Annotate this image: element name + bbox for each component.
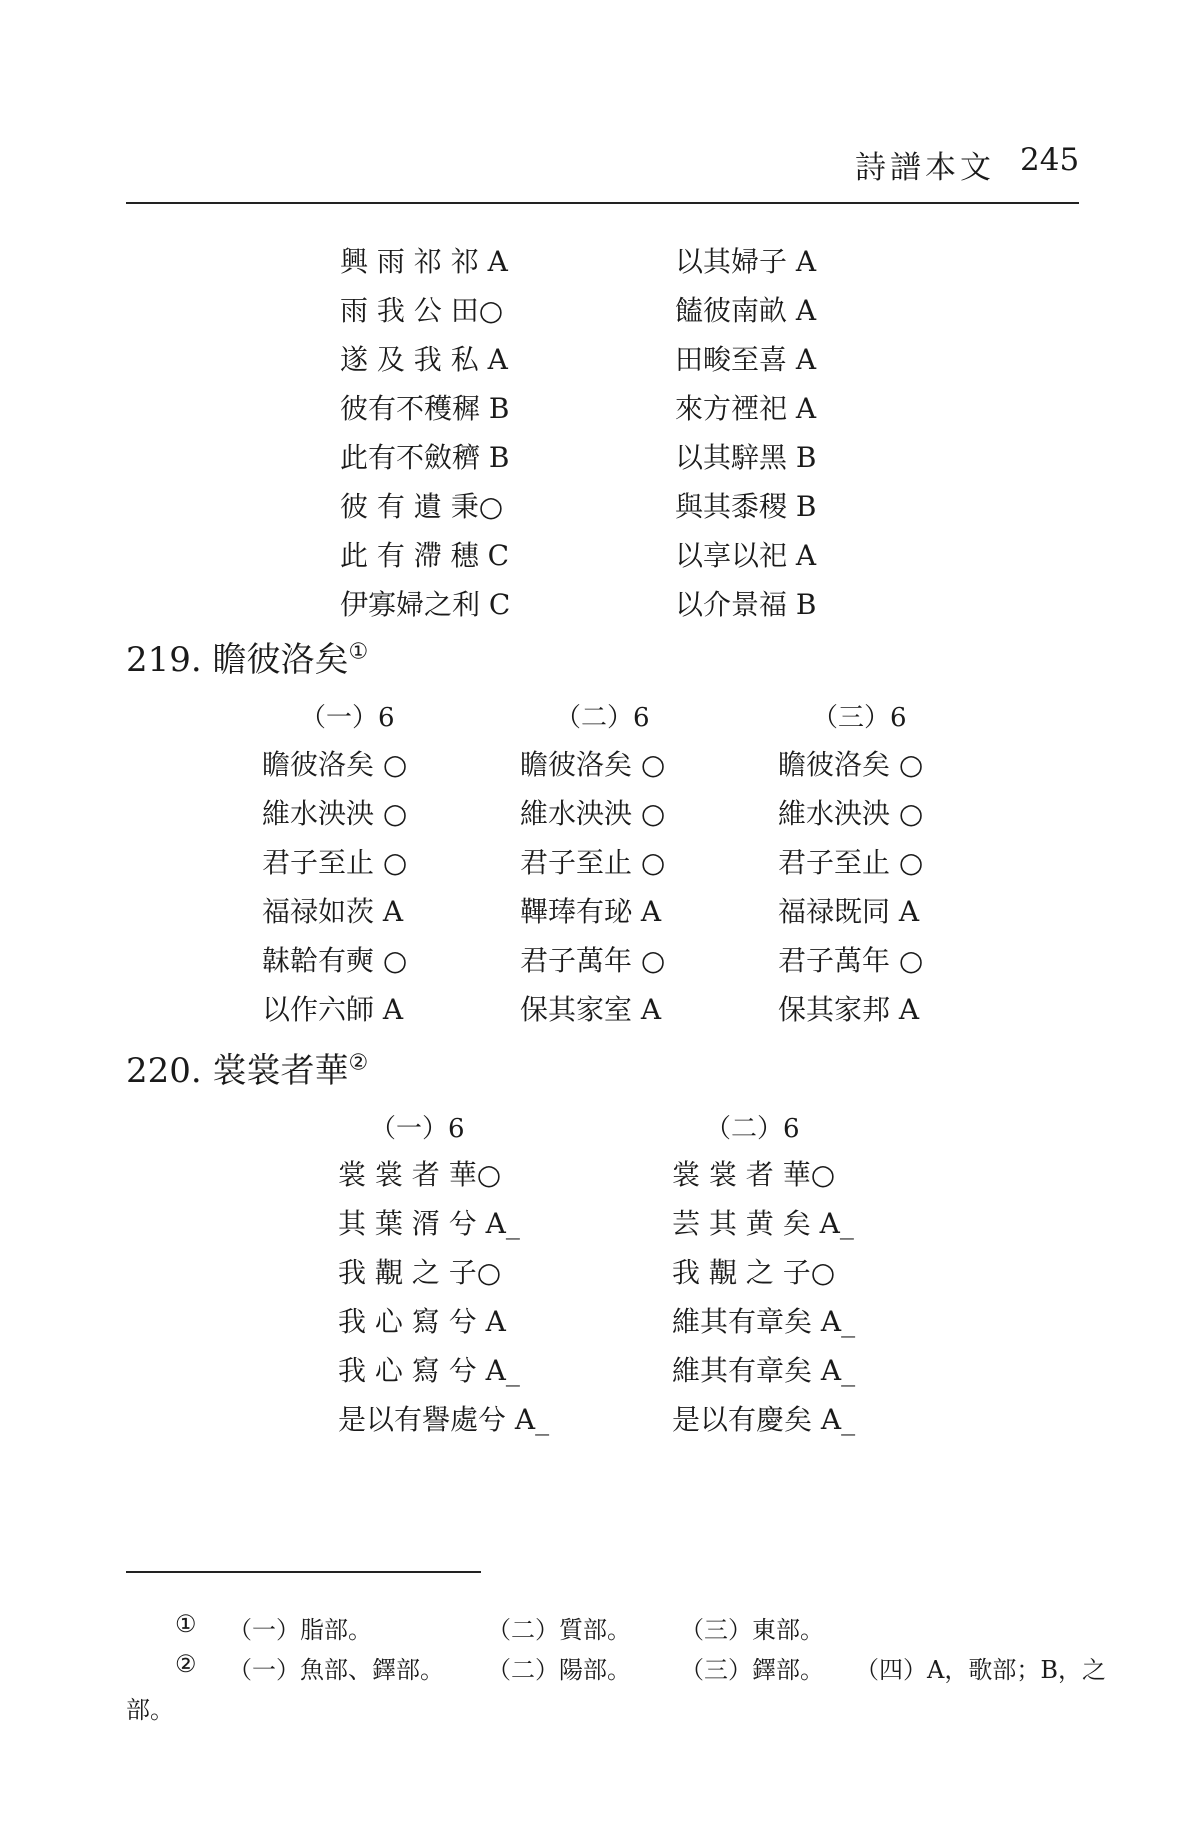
footnote-rule bbox=[126, 1571, 481, 1573]
verse-line: 雨 我 公 田○ bbox=[340, 294, 504, 327]
verse-line: 其 葉 湑 兮 A_ bbox=[338, 1207, 520, 1240]
verse-line: 是以有譽處兮 A_ bbox=[338, 1403, 550, 1436]
footnote-ref: ① bbox=[348, 639, 369, 665]
footnote-2-part-a: （一）魚部、鐸部。 bbox=[228, 1656, 444, 1684]
verse-line: 伊寡婦之利 C bbox=[340, 588, 511, 621]
verse-line: 福禄如茨 A bbox=[262, 895, 404, 928]
stanza-head: （二）6 bbox=[705, 1114, 800, 1144]
verse-line: 以其婦子 A bbox=[675, 245, 817, 278]
verse-line: 瞻彼洛矣 ○ bbox=[262, 748, 408, 781]
section-title: 219. 瞻彼洛矣 bbox=[126, 640, 349, 680]
sec219-column-1 bbox=[300, 697, 395, 734]
running-title: 詩譜本文 bbox=[855, 150, 995, 186]
footnote-1-part-c: （三）東部。 bbox=[680, 1616, 824, 1644]
sec219-lines-3 bbox=[778, 740, 923, 1034]
verse-line: 維其有章矣 A_ bbox=[672, 1354, 856, 1387]
stanza-head: （二）6 bbox=[555, 703, 650, 733]
header-rule bbox=[126, 202, 1079, 204]
top-left-column bbox=[340, 237, 510, 629]
stanza-head: （三）6 bbox=[812, 703, 907, 733]
page-number: 245 bbox=[1020, 142, 1080, 178]
sec220-column-1 bbox=[370, 1108, 465, 1145]
verse-line: 我 覯 之 子○ bbox=[338, 1256, 502, 1289]
footnote-ref: ② bbox=[348, 1050, 369, 1076]
sec219-lines-2 bbox=[520, 740, 665, 1034]
sec219-column-2 bbox=[555, 697, 650, 734]
verse-line: 芸 其 黄 矣 A_ bbox=[672, 1207, 854, 1240]
stanza-head: （一）6 bbox=[300, 703, 395, 733]
section-220-heading bbox=[126, 1043, 368, 1092]
verse-line: 君子至止 ○ bbox=[520, 846, 666, 879]
verse-line: 與其黍稷 B bbox=[675, 490, 817, 523]
verse-line: 田畯至喜 A bbox=[675, 343, 817, 376]
verse-line: 興 雨 祁 祁 A bbox=[340, 245, 508, 278]
footnote-1-part-b: （二）質部。 bbox=[487, 1616, 631, 1644]
section-219-heading bbox=[126, 632, 368, 681]
verse-line: 韎韐有奭 ○ bbox=[262, 944, 408, 977]
verse-line: 彼 有 遺 秉○ bbox=[340, 490, 504, 523]
footnote-1-part-a: （一）脂部。 bbox=[228, 1616, 372, 1644]
verse-line: 維水泱泱 ○ bbox=[778, 797, 924, 830]
verse-line: 彼有不穫穉 B bbox=[340, 392, 510, 425]
verse-line: 以享以祀 A bbox=[675, 539, 817, 572]
sec219-lines-1 bbox=[262, 740, 407, 1034]
top-right-column bbox=[675, 237, 816, 629]
footnote-2-part-d: （四）A，歌部；B，之 bbox=[855, 1656, 1106, 1684]
verse-line: 以其騂黑 B bbox=[675, 441, 817, 474]
sec219-column-3 bbox=[812, 697, 907, 734]
verse-line: 遂 及 我 私 A bbox=[340, 343, 508, 376]
verse-line: 維水泱泱 ○ bbox=[262, 797, 408, 830]
verse-line: 保其家室 A bbox=[520, 993, 662, 1026]
verse-line: 瞻彼洛矣 ○ bbox=[520, 748, 666, 781]
verse-line: 我 心 寫 兮 A bbox=[338, 1305, 506, 1338]
verse-line: 瞻彼洛矣 ○ bbox=[778, 748, 924, 781]
verse-line: 維其有章矣 A_ bbox=[672, 1305, 856, 1338]
verse-line: 是以有慶矣 A_ bbox=[672, 1403, 856, 1436]
footnote-1-mark: ① bbox=[175, 1610, 197, 1638]
verse-line: 保其家邦 A bbox=[778, 993, 920, 1026]
verse-line: 以作六師 A bbox=[262, 993, 404, 1026]
verse-line: 此 有 滯 穗 C bbox=[340, 539, 510, 572]
footnote-2-part-c: （三）鐸部。 bbox=[680, 1656, 824, 1684]
verse-line: 饁彼南畝 A bbox=[675, 294, 817, 327]
verse-line: 來方禋祀 A bbox=[675, 392, 817, 425]
verse-line: 裳 裳 者 華○ bbox=[338, 1158, 502, 1191]
verse-line: 君子萬年 ○ bbox=[778, 944, 924, 977]
footnote-2-mark: ② bbox=[175, 1650, 197, 1678]
verse-line: 裳 裳 者 華○ bbox=[672, 1158, 836, 1191]
verse-line: 福禄既同 A bbox=[778, 895, 920, 928]
sec220-lines-2 bbox=[672, 1150, 855, 1444]
footnote-2-part-b: （二）陽部。 bbox=[487, 1656, 631, 1684]
footnote-2-continuation: 部。 bbox=[126, 1696, 174, 1724]
verse-line: 君子萬年 ○ bbox=[520, 944, 666, 977]
verse-line: 君子至止 ○ bbox=[262, 846, 408, 879]
sec220-lines-1 bbox=[338, 1150, 549, 1444]
verse-line: 我 心 寫 兮 A_ bbox=[338, 1354, 520, 1387]
section-title: 220. 裳裳者華 bbox=[126, 1051, 349, 1091]
verse-line: 我 覯 之 子○ bbox=[672, 1256, 836, 1289]
verse-line: 以介景福 B bbox=[675, 588, 817, 621]
verse-line: 維水泱泱 ○ bbox=[520, 797, 666, 830]
sec220-column-2 bbox=[705, 1108, 800, 1145]
verse-line: 君子至止 ○ bbox=[778, 846, 924, 879]
verse-line: 鞸琫有珌 A bbox=[520, 895, 662, 928]
verse-line: 此有不斂穧 B bbox=[340, 441, 510, 474]
stanza-head: （一）6 bbox=[370, 1114, 465, 1144]
